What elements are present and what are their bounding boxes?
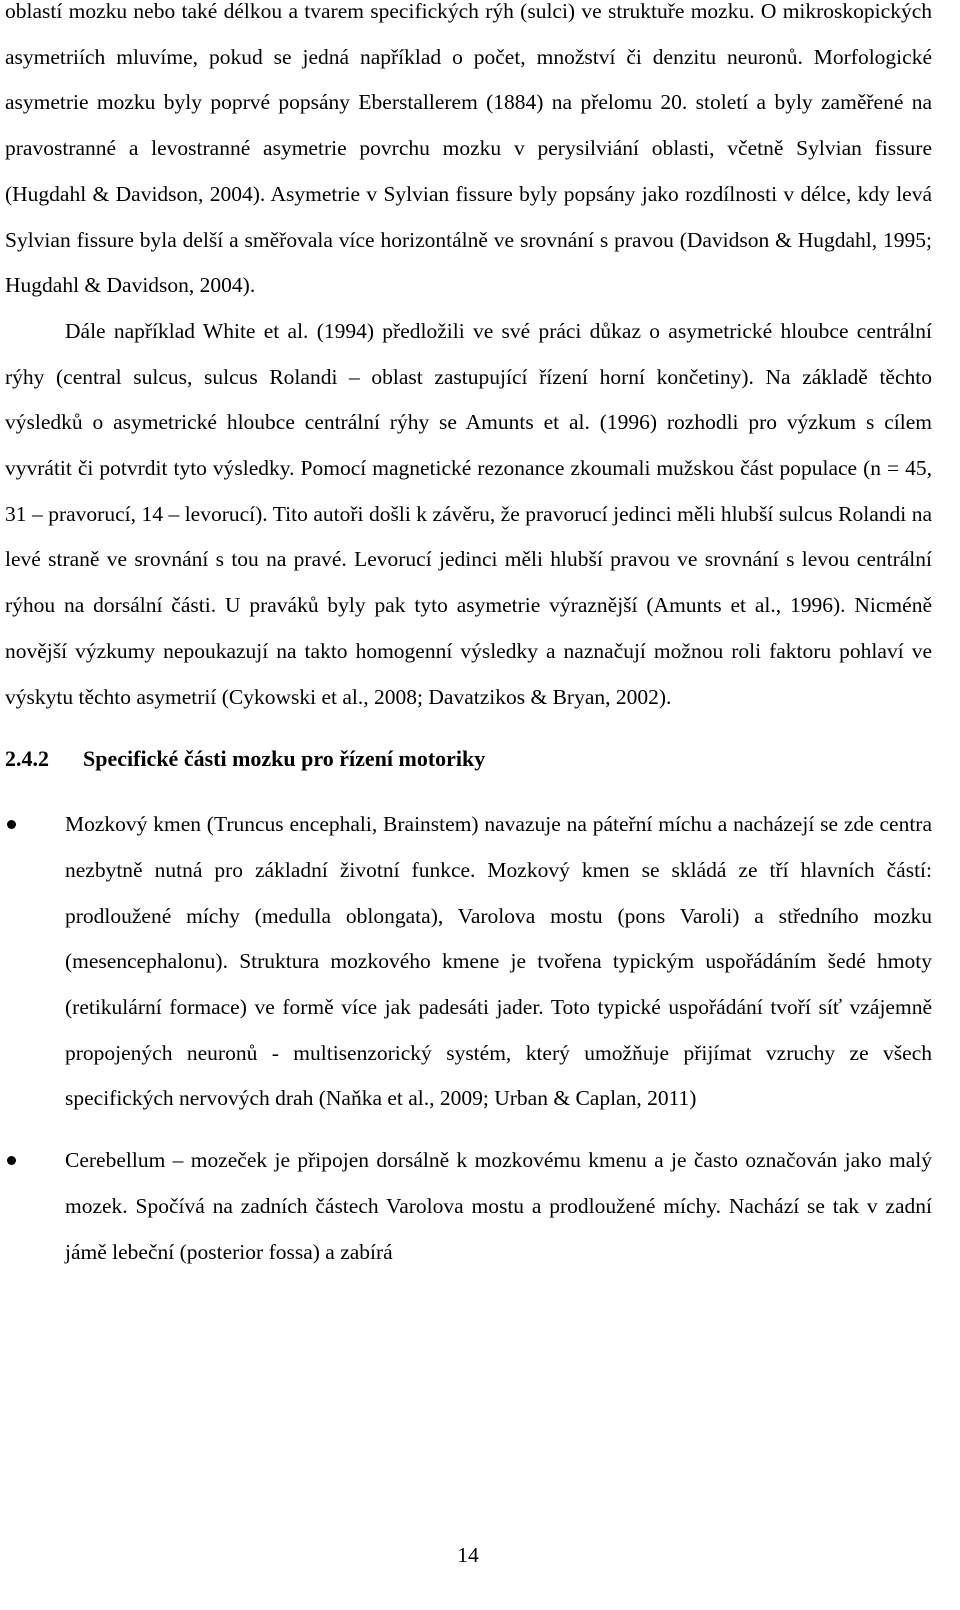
bullet-icon (5, 802, 65, 848)
document-page (5, 0, 932, 1275)
section-title: Specifické části mozku pro řízení motoriky (83, 746, 486, 772)
section-number: 2.4.2 (5, 746, 49, 772)
section-heading (5, 744, 932, 774)
list-item (5, 1138, 932, 1275)
bullet-list (5, 802, 932, 1275)
bullet-icon (5, 1138, 65, 1184)
paragraph-white-et-al: Dále například White et al. (1994) předložili ve své práci důkaz o asymetrické hloubce centrální rýhy (central sulcus, sulcus Rolandi – oblast zastupující řízení horní končetiny). Na základě těchto výsledků o asymetrické hloubce centrální rýhy se Amunts et al. (1996) rozhodli pro výzkum s cílem vyvrátit či potvrdit tyto výsledky. Pomocí magnetické rezonance zkoumali mužskou část populace (n = 45, 31 – pravorucí, 14 – levorucí). Tito autoři došli k závěru, že pravorucí jedinci měli hlubší sulcus Rolandi na levé straně ve srovnání s tou na pravé. Levorucí jedinci měli hlubší pravou ve srovnání s levou centrální rýhou na dorsální části. U praváků byly pak tyto asymetrie výraznější (Amunts et al., 1996). Nicméně novější výzkumy nepoukazují na takto homogenní výsledky a naznačují možnou roli faktoru pohlaví ve výskytu těchto asymetrií (Cykowski et al., 2008; Davatzikos & Bryan, 2002). (5, 318, 932, 709)
bullet-text-cerebellum: Cerebellum – mozeček je připojen dorsálně k mozkovému kmenu a je často označován jako malý mozek. Spočívá na zadních částech Varolova mostu a prodloužené míchy. Nachází se tak v zadní jámě lebeční (posterior fossa) a zabírá (65, 1148, 932, 1264)
bullet-text-brainstem: Mozkový kmen (Truncus encephali, Brainstem) navazuje na páteřní míchu a nacházejí se zde centra nezbytně nutná pro základní životní funkce. Mozkový kmen se skládá ze tří hlavních částí: prodloužené míchy (medulla oblongata), Varolova mostu (pons Varoli) a středního mozku (mesencephalonu). Struktura mozkového kmene je tvořena typickým uspořádáním šedé hmoty (retikulární formace) ve formě více jak padesáti jader. Toto typické uspořádání tvoří síť vzájemně propojených neuronů - multisenzorický systém, který umožňuje přijímat vzruchy ze všech specifických nervových drah (Naňka et al., 2009; Urban & Caplan, 2011) (65, 812, 932, 1111)
paragraph-asymmetry-intro: oblastí mozku nebo také délkou a tvarem specifických rýh (sulci) ve struktuře mozku. O mikroskopických asymetriích mluvíme, pokud se jedná například o počet, množství či denzitu neuronů. Morfologické asymetrie mozku byly poprvé popsány Eberstallerem (1884) na přelomu 20. století a byly zaměřené na pravostranné a levostranné asymetrie povrchu mozku v perysilviání oblasti, včetně Sylvian fissure (Hugdahl & Davidson, 2004). Asymetrie v Sylvian fissure byly popsány jako rozdílnosti v délce, kdy levá Sylvian fissure byla delší a směřovala více horizontálně ve srovnání s pravou (Davidson & Hugdahl, 1995; Hugdahl & Davidson, 2004). (5, 0, 932, 298)
list-item (5, 802, 932, 1122)
page-number: 14 (457, 1543, 479, 1567)
